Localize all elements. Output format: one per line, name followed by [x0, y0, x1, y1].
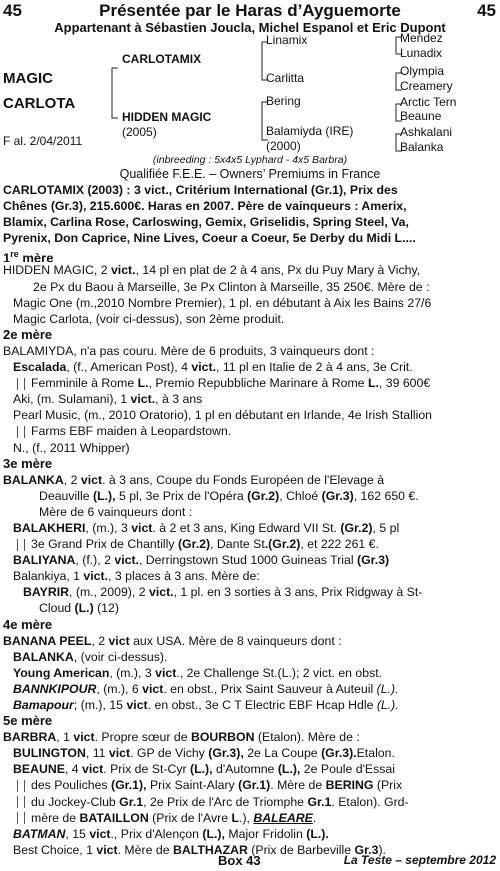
- inbreeding-note: (inbreeding : 5x4x5 Lyphard - 4x5 Barbra): [152, 154, 348, 166]
- pedigree-sss: Mendez: [400, 31, 443, 45]
- indent-bar: [17, 539, 25, 551]
- mere2-line: Farms EBF maiden à Leopardstown.: [3, 423, 497, 439]
- mere1-line: 2e Px du Baou à Marseille, 3e Px Clinton à Marseille, 35 250€. Mère de :: [33, 279, 430, 294]
- mere3-line: Cloud (L.) (12): [39, 601, 119, 616]
- mere3-line: BALIYANA, (f.), 2 vict., Derringstown Stud 1000 Guineas Trial (Gr.3): [13, 553, 390, 568]
- indent-bar: [17, 378, 25, 390]
- pedigree-dsd: Beaune: [400, 109, 442, 123]
- catalogue-body: [3, 182, 497, 858]
- pedigree-dam-dam-year: (2000): [266, 139, 301, 153]
- footer-box-number: Box 43: [218, 853, 261, 868]
- mere2-line: Femminile à Rome L., Premio Repubbliche Marinare à Rome L., 39 600€: [3, 375, 497, 391]
- mere2-heading: 2e mère: [3, 326, 53, 342]
- mere3-line: Deauville (L.), 5 pl, 3e Prix de l'Opéra (Gr.2), Chloé (Gr.3), 162 650 €.: [39, 488, 419, 503]
- mere4-line: BANANA PEEL, 2 vict aux USA. Mère de 8 vainqueurs dont :: [3, 633, 342, 648]
- indent-bar: [17, 812, 25, 824]
- mere5-line: BULINGTON, 11 vict. GP de Vichy (Gr.3), 2e La Coupe (Gr.3).Etalon.: [13, 746, 395, 761]
- mere3-line: BALANKA, 2 vict. à 3 ans, Coupe du Fonds Européen de l'Elevage à: [3, 472, 385, 487]
- mere3-line: 3e Grand Prix de Chantilly (Gr.2), Dante St.(Gr.2), et 222 261 €.: [3, 536, 497, 552]
- mere1-heading: 1re mère: [3, 249, 54, 263]
- mere3-line: Balankiya, 1 vict., 3 places à 3 ans. Mère de:: [13, 569, 260, 584]
- mere5-line: BARBRA, 1 vict. Propre sœur de BOURBON (Etalon). Mère de :: [3, 730, 360, 745]
- mere3-heading: 3e mère: [3, 455, 53, 471]
- indent-bar: [17, 796, 25, 808]
- mere5-line: mère de BATAILLON (Prix de l'Avre L.), BALEARE.: [3, 810, 497, 826]
- pedigree-sds: Olympia: [400, 64, 445, 78]
- mere5-heading: 5e mère: [3, 713, 53, 729]
- lot-number-left: 45: [3, 1, 22, 20]
- mere2-line: Aki, (m. Sulamani), 1 vict., à 3 ans: [13, 392, 203, 407]
- mere5-line: BEAUNE, 4 vict. Prix de St-Cyr (L.), d'Automne (L.), 2e Poule d'Essai: [13, 762, 395, 777]
- mere3-line: BAYRIR, (m., 2009), 2 vict., 1 pl. en 3 sorties à 3 ans, Prix Ridgway à St-: [23, 585, 423, 600]
- horse-info: F al. 2/04/2011: [3, 134, 83, 148]
- mere2-line: Escalada, (f., American Post), 4 vict., 11 pl en Italie de 2 à 4 ans, 3e Crit.: [13, 360, 413, 375]
- mere2-line: BALAMIYDA, n'a pas couru. Mère de 6 produits, 3 vainqueurs dont :: [3, 343, 375, 358]
- mere3-line: BALAKHERI, (m.), 3 vict. à 2 et 3 ans, King Edward VII St. (Gr.2), 5 pl: [13, 520, 400, 535]
- page-title: Présentée par le Haras d’Ayguemorte: [99, 1, 401, 20]
- mere3-line: Mère de 6 vainqueurs dont :: [39, 504, 193, 519]
- mere1-line: Magic One (m.,2010 Nombre Premier), 1 pl. en débutant à Aix les Bains 27/6: [13, 295, 432, 310]
- mere5-line: des Pouliches (Gr.1), Prix Saint-Alary (Gr.1). Mère de BERING (Prix: [3, 777, 497, 793]
- mere5-line: du Jockey-Club Gr.1, 2e Prix de l'Arc de Triomphe Gr.1. Etalon). Grd-: [3, 794, 497, 810]
- mere4-line: Young American, (m.), 3 vict., 2e Challenge St.(L.); 2 vict. en obst.: [13, 665, 383, 680]
- pedigree-dam: HIDDEN MAGIC: [122, 110, 212, 124]
- pedigree-dam-sire: Bering: [266, 94, 301, 108]
- mere1-line: Magic Carlota, (voir ci-dessus), son 2ème produit.: [13, 311, 285, 326]
- mere1-line: HIDDEN MAGIC, 2 vict., 14 pl en plat de 2 à 4 ans, Px du Puy Mary à Vichy,: [3, 263, 421, 278]
- pedigree-ddd: Balanka: [400, 140, 444, 154]
- mere5-line: Best Choice, 1 vict. Mère de BALTHAZAR (Prix de Barbeville Gr.3).: [13, 842, 386, 857]
- sire-text-line: Pyrenix, Don Caprice, Nine Lives, Coeur a Coeur, 5e Derby du Midi L....: [3, 231, 416, 246]
- sire-text-line: Blamix, Carlina Rose, Carloswing, Gemix, Griselidis, Spring Steel, Va,: [3, 215, 409, 230]
- mere4-line: BALANKA, (voir ci-dessus).: [13, 649, 168, 664]
- pedigree-sire-sire: Linamix: [266, 33, 308, 47]
- mere2-line: Pearl Music, (m., 2010 Oratorio), 1 pl en débutant en Irlande, 4e Irish Stallion: [13, 408, 432, 423]
- horse-name-line1: MAGIC: [3, 70, 53, 87]
- indent-bar: [17, 780, 25, 792]
- pedigree-ssd: Lunadix: [400, 46, 443, 60]
- sire-text-line: CARLOTAMIX (2003) : 3 vict., Critérium International (Gr.1), Prix des: [3, 183, 398, 197]
- pedigree-sire: CARLOTAMIX: [122, 52, 202, 66]
- mere5-line: BATMAN, 15 vict., Prix d'Alençon (L.), Major Fridolin (L.).: [13, 826, 329, 841]
- mere4-heading: 4e mère: [3, 616, 53, 632]
- lot-number-right: 45: [477, 1, 496, 20]
- sire-text-line: Chênes (Gr.3), 215.600€. Haras en 2007. Père de vainqueurs : Amerix,: [3, 199, 407, 214]
- mere4-line: BANNKIPOUR, (m.), 6 vict. en obst., Prix Saint Sauveur à Auteuil (L.).: [13, 681, 399, 696]
- footer-place-date: La Teste – septembre 2012: [343, 853, 496, 867]
- mere2-line: N., (f., 2011 Whipper): [13, 440, 130, 455]
- indent-bar: [17, 426, 25, 438]
- pedigree-sire-dam: Carlitta: [266, 71, 305, 85]
- qualified-note: Qualifiée F.E.E. – Owners’ Premiums in France: [119, 167, 381, 181]
- pedigree-sdd: Creamery: [400, 79, 453, 93]
- pedigree-dss: Arctic Tern: [400, 95, 457, 109]
- pedigree-dds: Ashkalani: [400, 125, 453, 139]
- mere4-line: Bamapour; (m.), 15 vict. en obst., 3e C T Electric EBF Hcap Hdle (L.).: [13, 698, 399, 712]
- horse-name-line2: CARLOTA: [3, 95, 76, 112]
- pedigree-dam-dam: Balamiyda (IRE): [266, 124, 354, 138]
- pedigree-dam-year: (2005): [122, 125, 157, 139]
- owners-subtitle: Appartenant à Sébastien Joucla, Michel Espanol et Eric Dupont: [54, 20, 446, 35]
